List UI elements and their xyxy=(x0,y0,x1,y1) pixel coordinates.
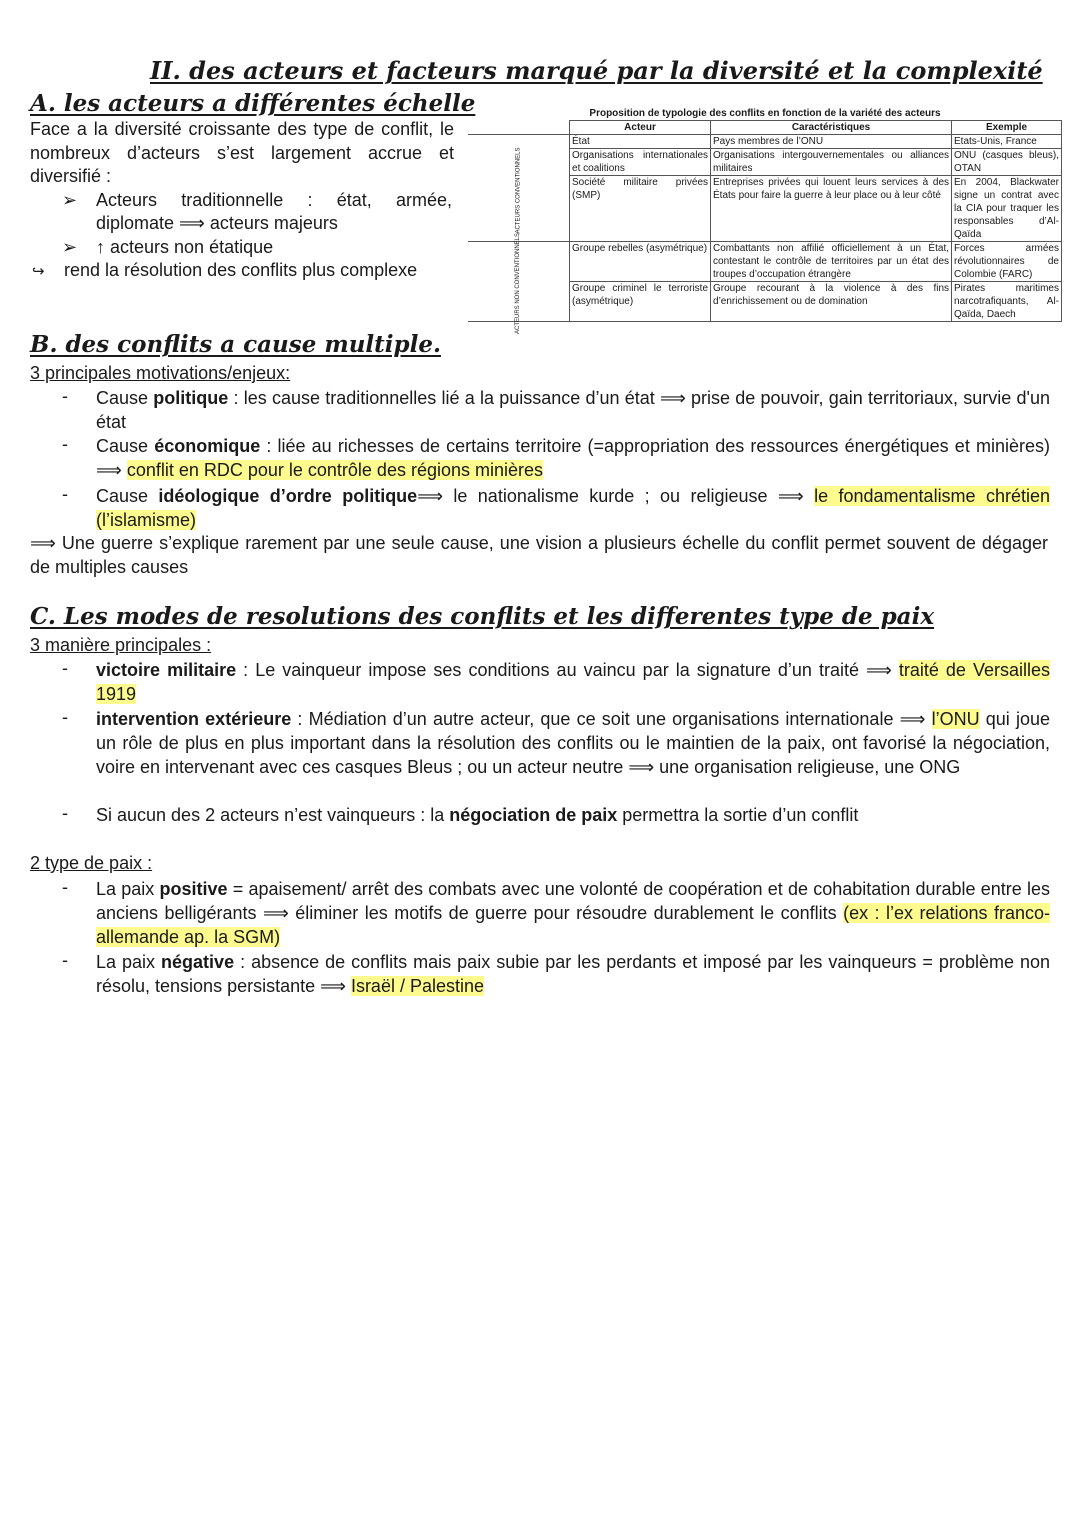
group-label-conventional: ACTEURS CONVENTIONNELS xyxy=(468,135,570,242)
cause-political: Cause politique : les cause traditionnelles lié a la puissance d’un état ⟹ prise de pouvoir, gain territoriaux, survie d'un état xyxy=(96,388,1050,432)
peace-types-lead: 2 type de paix : xyxy=(30,853,153,873)
table-header-actor: Acteur xyxy=(570,121,711,135)
peace-positive: La paix positive = apaisement/ arrêt des combats avec une volonté de coopération et de cohabitation durable entre les anciens belligérants ⟹ éliminer les motifs de guerre pour résoudre durablement le conflits (ex : l’ex relations franco-allemande ap. la SGM) xyxy=(96,879,1051,947)
table-row: ACTEURS NON CONVENTIONNELS Groupe rebelles (asymétrique) Combattants non affilié officiellement à un État, contestant le contrôle de territoires par un état des troupes d’occupation étrangère Forces armées révolutionnaires de Colombie (FARC) xyxy=(468,242,1062,282)
mode-external-intervention: intervention extérieure : Médiation d’un autre acteur, que ce soit une organisations internationale ⟹ l’ONU qui joue un rôle de plus en plus important dans la résolution des conflits ou le maintien de la paix, ont favorisé la négociation, voire en intervenant avec ces casques Bleus ; ou un acteur neutre ⟹ une organisation religieuse, une ONG xyxy=(96,709,1050,777)
table-row: Société militaire privées (SMP) Entreprises privées qui louent leurs services à des États pour faire la guerre à leur place ou à leur côté En 2004, Blackwater signe un contrat avec la CIA pour traquer les responsables d’Al-Qaïda xyxy=(468,176,1062,242)
group-label-nonconventional: ACTEURS NON CONVENTIONNELS xyxy=(468,242,570,322)
hook-arrow-icon: ↪ xyxy=(32,263,45,280)
actor-item-nonstate: ↑ acteurs non étatique xyxy=(96,237,274,257)
arrow-bullet-icon: ➢ xyxy=(62,190,78,210)
peace-negative: La paix négative : absence de conflits mais paix subie par les perdants et imposé par les vainqueurs = problème non résolu, tensions persistante ⟹ Israël / Palestine xyxy=(96,952,1051,996)
table-row: ACTEURS CONVENTIONNELS État Pays membres de l’ONU Etats-Unis, France xyxy=(468,135,1062,149)
section-b-lead: 3 principales motivations/enjeux: xyxy=(30,363,291,383)
table-row: Organisations internationales et coalitions Organisations intergouvernementales ou alliances militaires ONU (casques bleus), OTAN xyxy=(468,149,1062,176)
section-b-title: B. des conflits a cause multiple. xyxy=(30,331,441,358)
mode-peace-negotiation: Si aucun des 2 acteurs n’est vainqueurs : la négociation de paix permettra la sortie d’un conflit xyxy=(96,805,859,825)
actor-item-traditional-cont: diplomate ⟹ acteurs majeurs xyxy=(96,213,338,233)
cause-ideological: Cause idéologique d’ordre politique⟹ le nationalisme kurde ; ou religieuse ⟹ le fondamentalisme chrétien (l’islamisme) xyxy=(96,486,1050,530)
table-header-characteristics: Caractéristiques xyxy=(711,121,952,135)
page-title: II. des acteurs et facteurs marqué par la diversité et la complexité xyxy=(150,56,1043,85)
section-a-intro: Face a la diversité croissante des type de conflit, le nombreux d’acteurs s’est largement accrue et diversifié : xyxy=(30,119,454,186)
section-b-conclusion: ⟹ Une guerre s’explique rarement par une seule cause, une vision a plusieurs échelle du conflit permet souvent de dégager de multiples causes xyxy=(30,533,1048,577)
section-c-title: C. Les modes de resolutions des conflits et les differentes type de paix xyxy=(30,603,935,630)
table-row: Groupe criminel le terroriste (asymétrique) Groupe recourant à la violence à des fins d’enrichissement ou de domination Pirates maritimes narcotrafiquants, Al-Qaïda, Daech xyxy=(468,282,1062,322)
section-c-lead: 3 manière principales : xyxy=(30,635,212,655)
arrow-bullet-icon: ➢ xyxy=(62,237,78,257)
table-header-example: Exemple xyxy=(952,121,1062,135)
section-a-title: A. les acteurs a différentes échelle xyxy=(30,90,476,117)
actors-typology-table xyxy=(468,108,1062,335)
mode-military-victory: victoire militaire : Le vainqueur impose ses conditions au vaincu par la signature d’un traité ⟹ traité de Versailles 1919 xyxy=(96,660,1051,704)
cause-economic: Cause économique : liée au richesses de certains territoire (=appropriation des ressources énergétiques et minières) ⟹ conflit en RDC pour le contrôle des régions minières xyxy=(96,436,1050,480)
actor-item-traditional: Acteurs traditionnelle : état, armée, xyxy=(96,190,452,210)
actor-item-complex: rend la résolution des conflits plus complexe xyxy=(64,260,418,280)
table-caption: Proposition de typologie des conflits en fonction de la variété des acteurs xyxy=(589,108,941,119)
